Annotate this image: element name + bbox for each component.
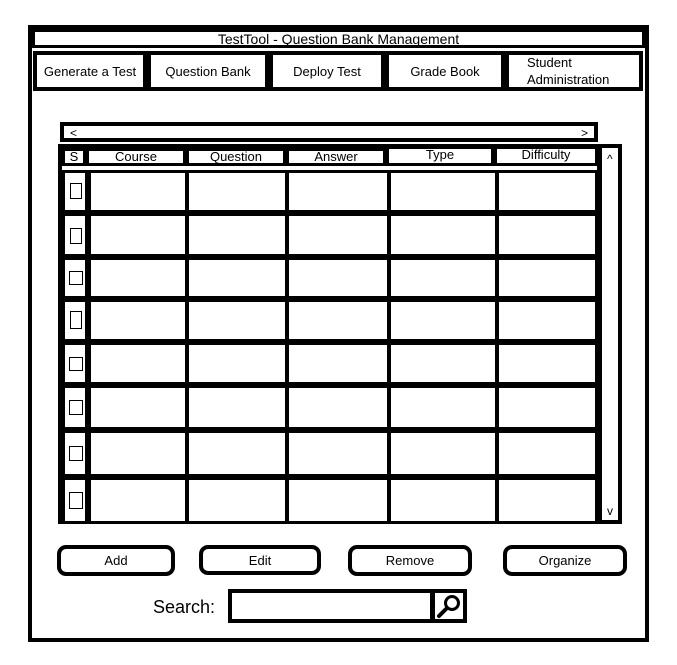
table-cell[interactable] xyxy=(286,170,390,213)
table-cell[interactable] xyxy=(388,257,498,299)
table-cell[interactable] xyxy=(496,477,598,524)
table-cell[interactable] xyxy=(496,430,598,477)
table-cell[interactable] xyxy=(186,299,288,342)
search-button[interactable] xyxy=(431,589,467,623)
table-cell[interactable] xyxy=(186,170,288,213)
table-cell[interactable] xyxy=(286,213,390,257)
table-cell[interactable] xyxy=(388,477,498,524)
window-title: TestTool - Question Bank Management xyxy=(32,29,645,48)
tab-question-bank[interactable]: Question Bank xyxy=(147,51,269,91)
scroll-left-arrow-icon[interactable]: < xyxy=(70,126,78,140)
vertical-scrollbar[interactable] xyxy=(598,144,622,524)
table-row-select-cell xyxy=(62,213,88,257)
column-header-question: Question xyxy=(186,148,286,166)
add-button[interactable]: Add xyxy=(57,545,175,576)
table-cell[interactable] xyxy=(186,430,288,477)
search-input[interactable] xyxy=(228,589,434,623)
table-cell[interactable] xyxy=(496,299,598,342)
tab-generate-test[interactable]: Generate a Test xyxy=(33,51,147,91)
row-checkbox[interactable] xyxy=(69,446,83,461)
row-checkbox[interactable] xyxy=(69,492,83,509)
remove-button[interactable]: Remove xyxy=(348,545,472,576)
table-cell[interactable] xyxy=(496,257,598,299)
table-cell[interactable] xyxy=(186,342,288,385)
table-cell[interactable] xyxy=(286,257,390,299)
tab-grade-book[interactable]: Grade Book xyxy=(385,51,505,91)
table-cell[interactable] xyxy=(88,213,188,257)
column-header-answer: Answer xyxy=(286,148,386,166)
table-cell[interactable] xyxy=(496,170,598,213)
horizontal-scrollbar[interactable] xyxy=(60,122,598,142)
search-label: Search: xyxy=(153,597,216,617)
table-row-select-cell xyxy=(62,430,88,477)
column-header-difficulty: Difficulty xyxy=(494,146,598,166)
table-row-select-cell xyxy=(62,342,88,385)
table-cell[interactable] xyxy=(496,385,598,430)
row-checkbox[interactable] xyxy=(69,271,83,285)
table-row-select-cell xyxy=(62,170,88,213)
table-cell[interactable] xyxy=(388,385,498,430)
table-row-select-cell xyxy=(62,385,88,430)
scroll-down-arrow-icon[interactable]: v xyxy=(607,504,613,518)
tab-deploy-test[interactable]: Deploy Test xyxy=(269,51,385,91)
column-header-select: S xyxy=(62,148,86,166)
scroll-up-arrow-icon[interactable]: ^ xyxy=(607,152,613,166)
table-cell[interactable] xyxy=(286,385,390,430)
table-row-select-cell xyxy=(62,299,88,342)
table-cell[interactable] xyxy=(88,299,188,342)
table-cell[interactable] xyxy=(496,213,598,257)
magnifier-icon xyxy=(435,593,463,619)
table-cell[interactable] xyxy=(186,213,288,257)
row-checkbox[interactable] xyxy=(70,183,82,199)
column-header-type: Type xyxy=(386,146,494,166)
table-cell[interactable] xyxy=(286,299,390,342)
table-cell[interactable] xyxy=(88,430,188,477)
table-cell[interactable] xyxy=(186,385,288,430)
table-row-select-cell xyxy=(62,477,88,524)
table-cell[interactable] xyxy=(186,257,288,299)
table-row-select-cell xyxy=(62,257,88,299)
table-cell[interactable] xyxy=(88,477,188,524)
column-header-course: Course xyxy=(86,148,186,166)
table-cell[interactable] xyxy=(88,257,188,299)
table-cell[interactable] xyxy=(388,430,498,477)
row-checkbox[interactable] xyxy=(69,400,83,415)
row-checkbox[interactable] xyxy=(69,357,83,371)
table-cell[interactable] xyxy=(388,170,498,213)
organize-button[interactable]: Organize xyxy=(503,545,627,576)
table-cell[interactable] xyxy=(88,342,188,385)
edit-button[interactable]: Edit xyxy=(199,545,321,575)
tab-student-administration[interactable]: Student Administration xyxy=(505,51,643,91)
table-cell[interactable] xyxy=(286,430,390,477)
table-cell[interactable] xyxy=(388,342,498,385)
table-cell[interactable] xyxy=(286,342,390,385)
table-cell[interactable] xyxy=(286,477,390,524)
row-checkbox[interactable] xyxy=(70,311,82,329)
table-cell[interactable] xyxy=(388,213,498,257)
scroll-right-arrow-icon[interactable]: > xyxy=(580,126,588,140)
table-cell[interactable] xyxy=(496,342,598,385)
table-cell[interactable] xyxy=(186,477,288,524)
table-cell[interactable] xyxy=(88,170,188,213)
table-cell[interactable] xyxy=(88,385,188,430)
table-cell[interactable] xyxy=(388,299,498,342)
row-checkbox[interactable] xyxy=(70,228,82,244)
